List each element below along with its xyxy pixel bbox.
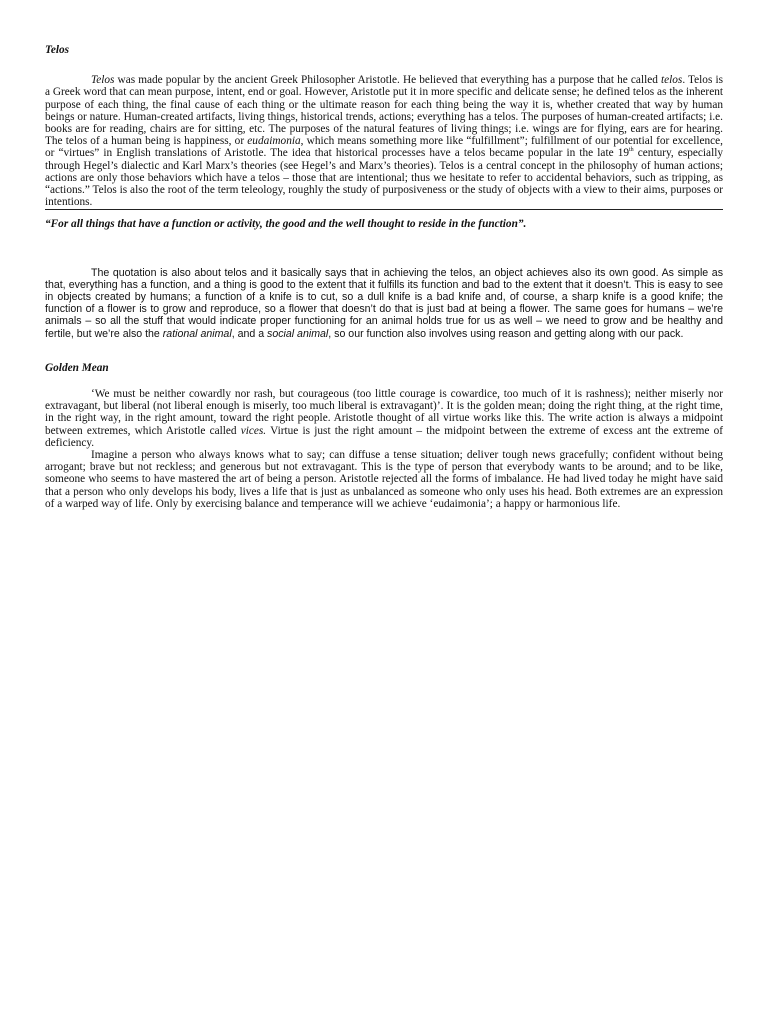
- telos-text-d: century, especially through Hegel’s dialectic and Karl Marx’s theories (see Hegel’s and Marx’s theories). Telos is a central concept in the philosophy of human actions; actions are only those behaviors which have a telos – those that are intentional; thus we hesitate to refer to accidental behaviors, such as tripping, as “actions.” Telos is also the root of the term teleology, roughly the study of purposiveness or the study of objects with a view to their aims, purposes or intentions.: [45, 147, 723, 209]
- social-animal-term: social animal: [267, 327, 329, 340]
- document-page: [45, 40, 723, 510]
- vices-term: vices.: [240, 424, 267, 437]
- explanation-text-a: The quotation is also about telos and it basically says that in achieving the telos, an object achieves also its own good. As simple as that, everything has a function, and a thing is good to the extent that it fulfills its function and bad to the extent that it doesn’t. This is easy to see in objects created by humans; a function of a knife is to cut, so a dull knife is a bad knife and, of course, a sharp knife is a good knife; the function of a flower is to grow and reproduce, so a flower that doesn’t do that is just bad at being a flower. The same goes for humans – we’re animals – so all the stuff that would indicate proper functioning for an animal holds true for us as well – we need to grow and be healthy and fertile, but we’re also the: [45, 266, 723, 340]
- golden-mean-paragraph-2: Imagine a person who always knows what to say; can diffuse a tense situation; deliver tough news gracefully; confident without being arrogant; brave but not reckless; and generous but not extravagant. This is the type of person that everybody wants to be around; and to be like, someone who seems to have mastered the art of being a person. Aristotle rejected all the forms of imbalance. He had lived today he might have said that a person who only develops his body, lives a life that is just as unbalanced as someone who only uses his head. Both extremes are an expression of a warped way of life. Only by exercising balance and temperance will we achieve ‘eudaimonia’; a happy or harmonious life.: [45, 449, 723, 510]
- telos-text-c: , which means something more like “fulfillment”; fulfillment of our potential for excellence, or “virtues” in English translations of Aristotle. The idea that historical processes have a telos became popular in the late 19: [45, 135, 723, 160]
- telos-term-2: telos: [660, 74, 683, 87]
- explanation-text-b: , and a: [231, 327, 268, 340]
- explanation-block: [45, 267, 723, 340]
- explanation-text-c: , so our function also involves using reason and getting along with our pack.: [328, 327, 684, 340]
- telos-text-a: was made popular by the ancient Greek Philosopher Aristotle. He believed that everything has a purpose that he called: [114, 74, 661, 87]
- aristotle-quote: “For all things that have a function or activity, the good and the well thought to reside in the function”.: [45, 218, 527, 231]
- golden-mean-heading: Golden Mean: [45, 361, 109, 374]
- telos-text-b: . Telos is a Greek word that can mean purpose, intent, end or goal. However, Aristotle put it in more specific and delicate sense; he defined telos as the inherent purpose of each thing, the final cause of each thing or the ultimate reason for each thing being the way it is, whether created that way by human beings or nature. Human-created artifacts, living things, historical trends, actions; everything has a telos. The purposes of human-created artifacts; i.e. books are for reading, chairs are for sitting, etc. The purposes of the natural features of living things; i.e. wings are for flying, ears are for hearing. The telos of a human being is happiness, or: [45, 74, 723, 148]
- golden-mean-text-b: Virtue is just the right amount – the midpoint between the extreme of excess ant the extreme of deficiency.: [45, 424, 723, 449]
- explanation-paragraph: [45, 267, 723, 340]
- golden-mean-text-a: ‘We must be neither cowardly nor rash, but courageous (too little courage is cowardice, too much of it is rashness); neither miserly nor extravagant, but liberal (not liberal enough is miserly, too much liberal is extravagant)’. It is the golden mean; doing the right thing, at the right time, in the right way, in the right amount, toward the right people. Aristotle thought of all virtue works like this. The write action is always a midpoint between extremes, which Aristotle called: [45, 388, 723, 437]
- horizontal-rule: [45, 209, 723, 210]
- rational-animal-term: rational animal: [162, 327, 232, 340]
- golden-mean-paragraph-1: [45, 388, 723, 449]
- eudaimonia-term: eudaimonia: [247, 135, 301, 148]
- ordinal-suffix: th: [629, 147, 634, 154]
- telos-heading: Telos: [45, 44, 70, 56]
- telos-paragraph: [45, 74, 723, 208]
- telos-term: Telos: [91, 74, 115, 87]
